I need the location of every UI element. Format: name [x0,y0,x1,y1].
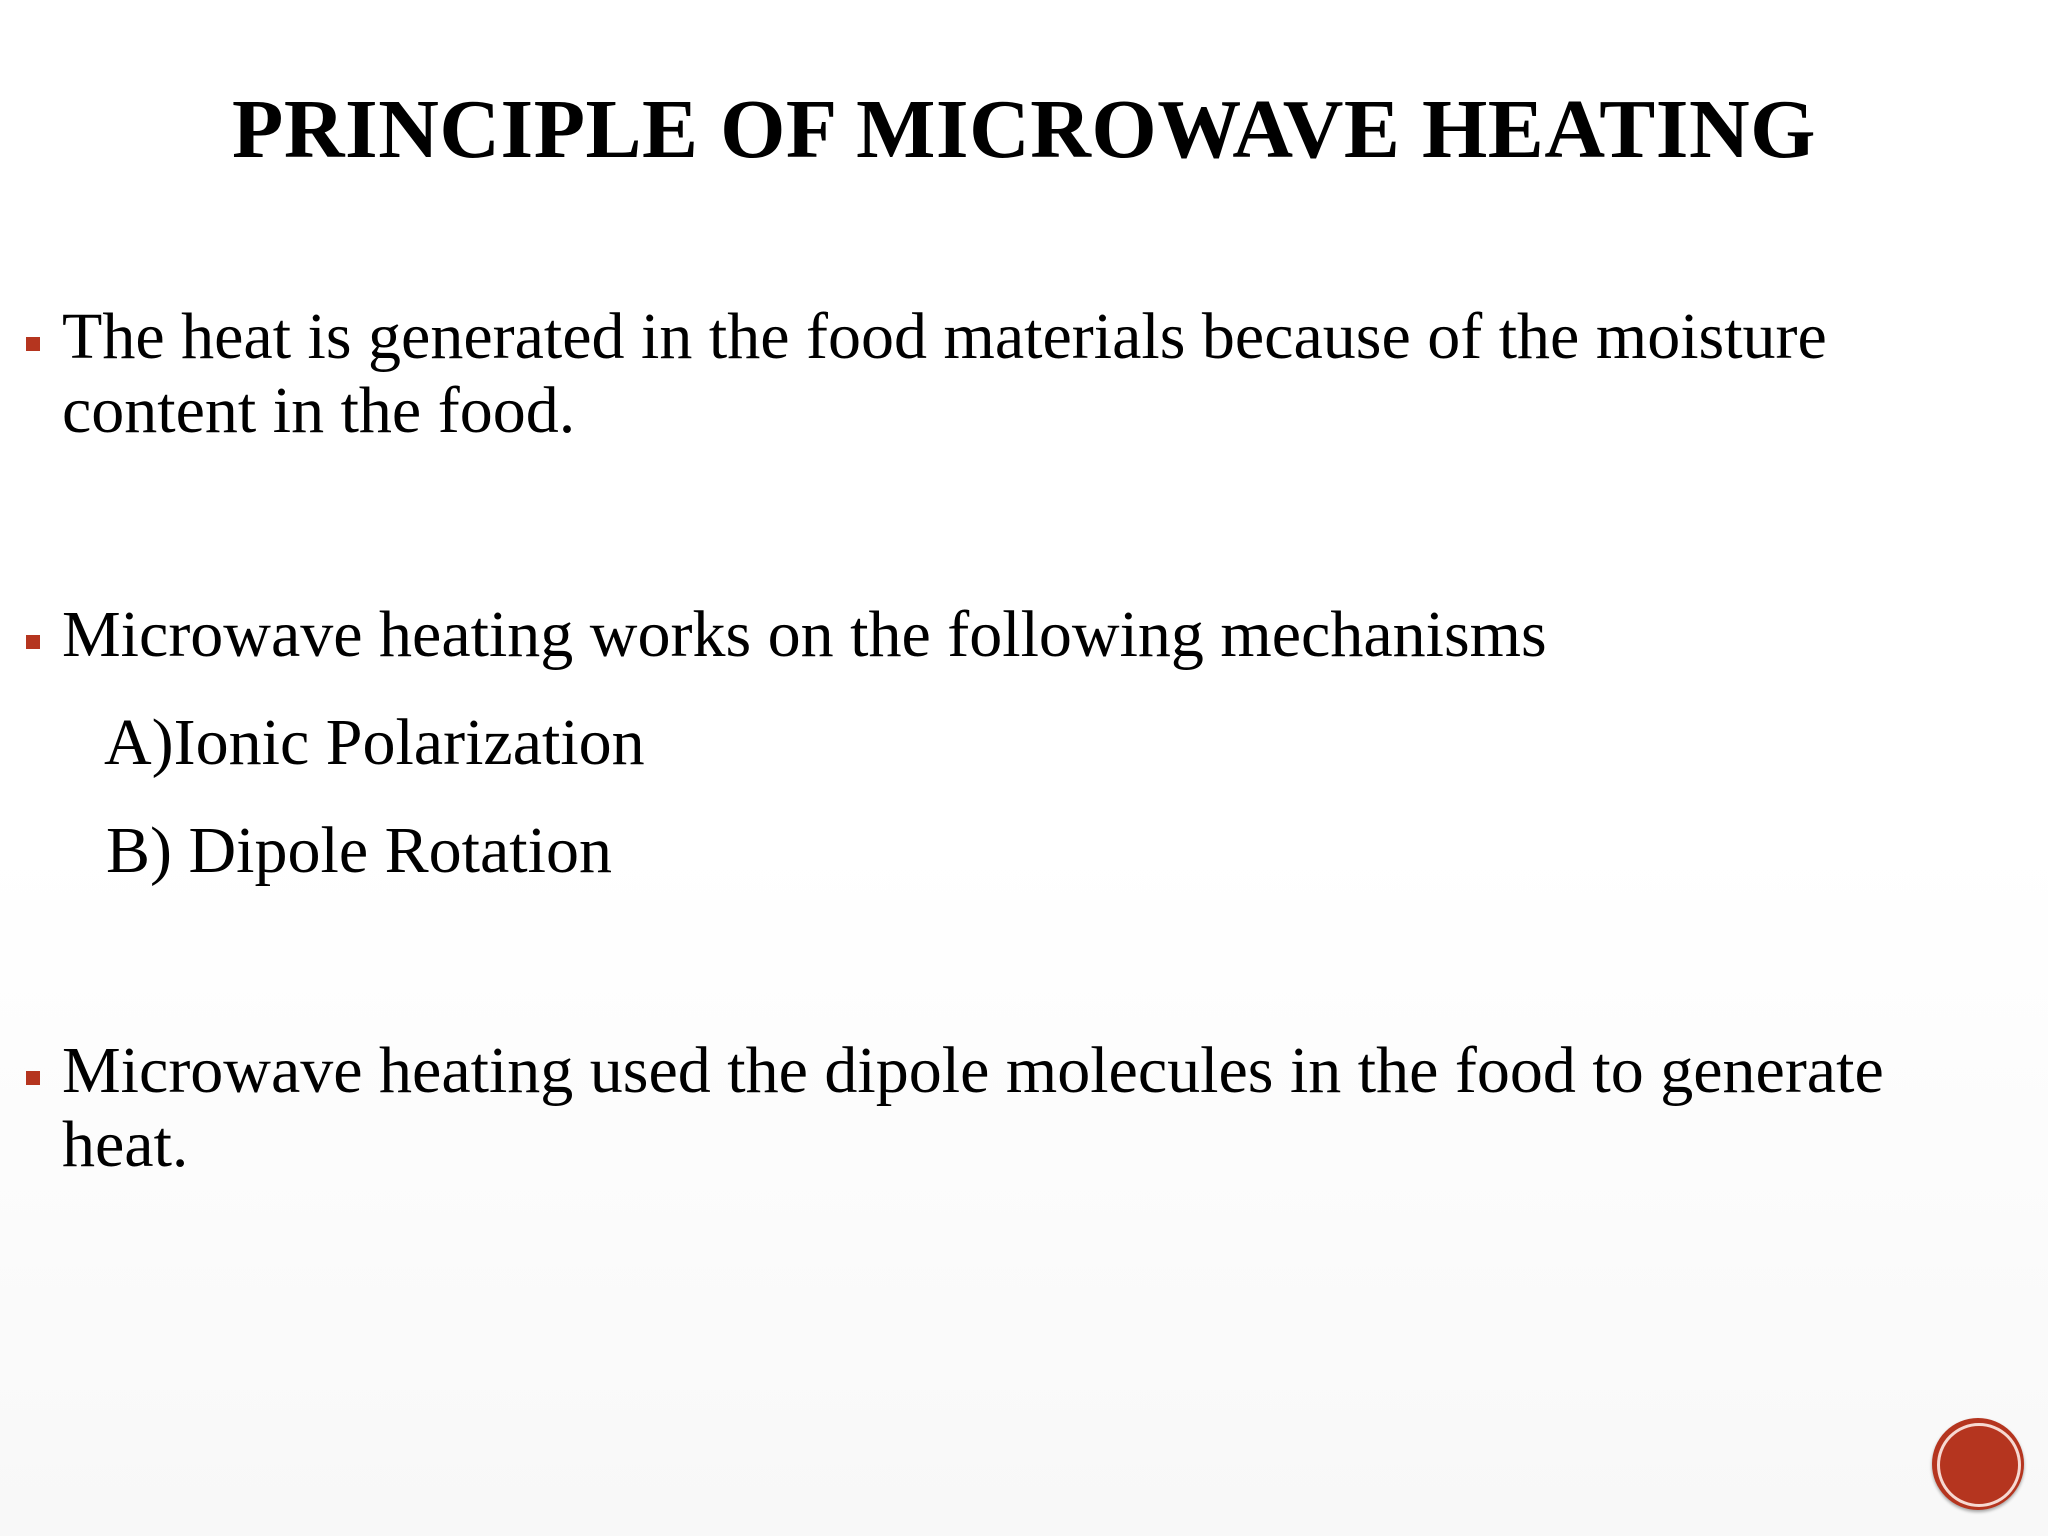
bullet-text: Microwave heating used the dipole molecules in the food to generate heat. [62,1034,1884,1181]
slide-title: PRINCIPLE OF MICROWAVE HEATING [232,83,1816,176]
nav-ring [1937,1423,2021,1507]
bullet-text: Microwave heating works on the following mechanisms [62,598,1547,671]
mechanism-item: A)Ionic Polarization [104,706,645,779]
bullet-text: The heat is generated in the food materials because of the moisture content in the food. [62,300,1827,447]
circle-nav-icon[interactable] [1932,1418,2024,1510]
bullet-square-icon [26,635,40,649]
bullet-square-icon [26,337,40,351]
bullet-square-icon [26,1071,40,1085]
mechanism-item: B) Dipole Rotation [106,814,612,887]
